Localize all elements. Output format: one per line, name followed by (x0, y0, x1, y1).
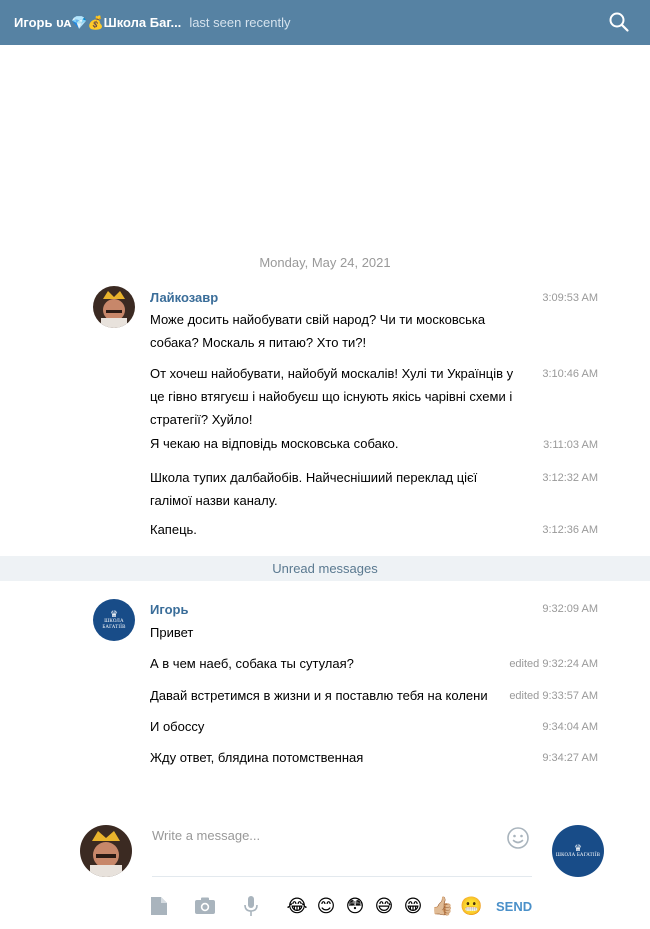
emoji-thumbs-up[interactable]: 👍🏼 (431, 896, 454, 916)
channel-logo (552, 825, 604, 877)
logo-text: ШКОЛА БАГАТІЇВ (555, 852, 601, 858)
message-text: Жду ответ, блядина потомственная (150, 750, 364, 765)
message-author[interactable]: Игорь (150, 602, 189, 617)
message-time: 9:34:27 AM (542, 752, 598, 764)
message-time: 3:11:03 AM (543, 439, 598, 451)
message-text: Школа тупих далбайобів. Найчеснішиий переклад цієї галімої назви каналу. (150, 470, 478, 508)
avatar[interactable] (93, 599, 135, 641)
emoji-grin[interactable]: 😁 (403, 896, 423, 916)
message-text: И обоссу (150, 719, 205, 734)
message-time: 3:09:53 AM (542, 292, 598, 304)
chat-status: last seen recently (189, 15, 291, 30)
crown-icon: ♛ (573, 842, 583, 853)
emoji-flushed[interactable]: 😳 (345, 896, 365, 916)
compose-toolbar (148, 893, 489, 919)
message-text: Капець. (150, 522, 197, 537)
emoji-grimace[interactable]: 😬 (460, 896, 483, 916)
message-text: Давай встретимся в жизни и я поставлю тебя на колени (150, 688, 488, 703)
file-icon[interactable] (148, 895, 170, 917)
avatar[interactable] (93, 286, 135, 328)
date-separator: Monday, May 24, 2021 (259, 255, 391, 270)
emoji-sweat-smile[interactable]: 😅 (374, 896, 394, 916)
message-input[interactable] (152, 822, 532, 877)
search-icon[interactable] (608, 11, 630, 33)
message-time: 3:12:36 AM (542, 524, 598, 536)
channel-logo (93, 599, 135, 641)
unread-separator: Unread messages (0, 556, 650, 581)
message-time: edited 9:32:24 AM (509, 658, 598, 670)
message-text: Може досить найобувати свій народ? Чи ти московська собака? Москаль я питаю? Хто ти?! (150, 312, 486, 350)
crown-icon: ♛ (109, 608, 119, 619)
message-time: 3:10:46 AM (542, 368, 598, 380)
microphone-icon[interactable] (240, 895, 262, 917)
smile-icon[interactable] (506, 826, 530, 850)
logo-text: ШКОЛА БАГАТІЇВ (102, 618, 126, 630)
channel-avatar[interactable] (552, 825, 604, 877)
message-time: 9:34:04 AM (542, 721, 598, 733)
message-text: А в чем наеб, собака ты сутулая? (150, 656, 354, 671)
send-button[interactable]: SEND (496, 899, 533, 914)
chat-title[interactable]: Игорь ᴜᴀ💎💰Школа Баг... (14, 14, 182, 30)
emoji-smile[interactable]: 😊 (316, 896, 336, 916)
message-time: edited 9:33:57 AM (509, 690, 598, 702)
message-time: 9:32:09 AM (542, 603, 598, 615)
message-text: От хочеш найобувати, найобуй москалів! Хулі ти Українців у це гівно втягуєш і найобуєш що існують якісь чарівні схеми і стратегії? Хуйло! (150, 366, 514, 427)
chat-header (0, 0, 650, 45)
message-author[interactable]: Лайкозавр (150, 290, 219, 305)
message-text: Я чекаю на відповідь московська собако. (150, 436, 399, 451)
camera-icon[interactable] (194, 895, 216, 917)
message-input-placeholder: Write a message... (152, 828, 261, 843)
my-avatar[interactable] (80, 825, 132, 877)
emoji-joy[interactable]: 😂 (286, 896, 308, 916)
message-time: 3:12:32 AM (542, 472, 598, 484)
message-text: Привет (150, 625, 194, 640)
